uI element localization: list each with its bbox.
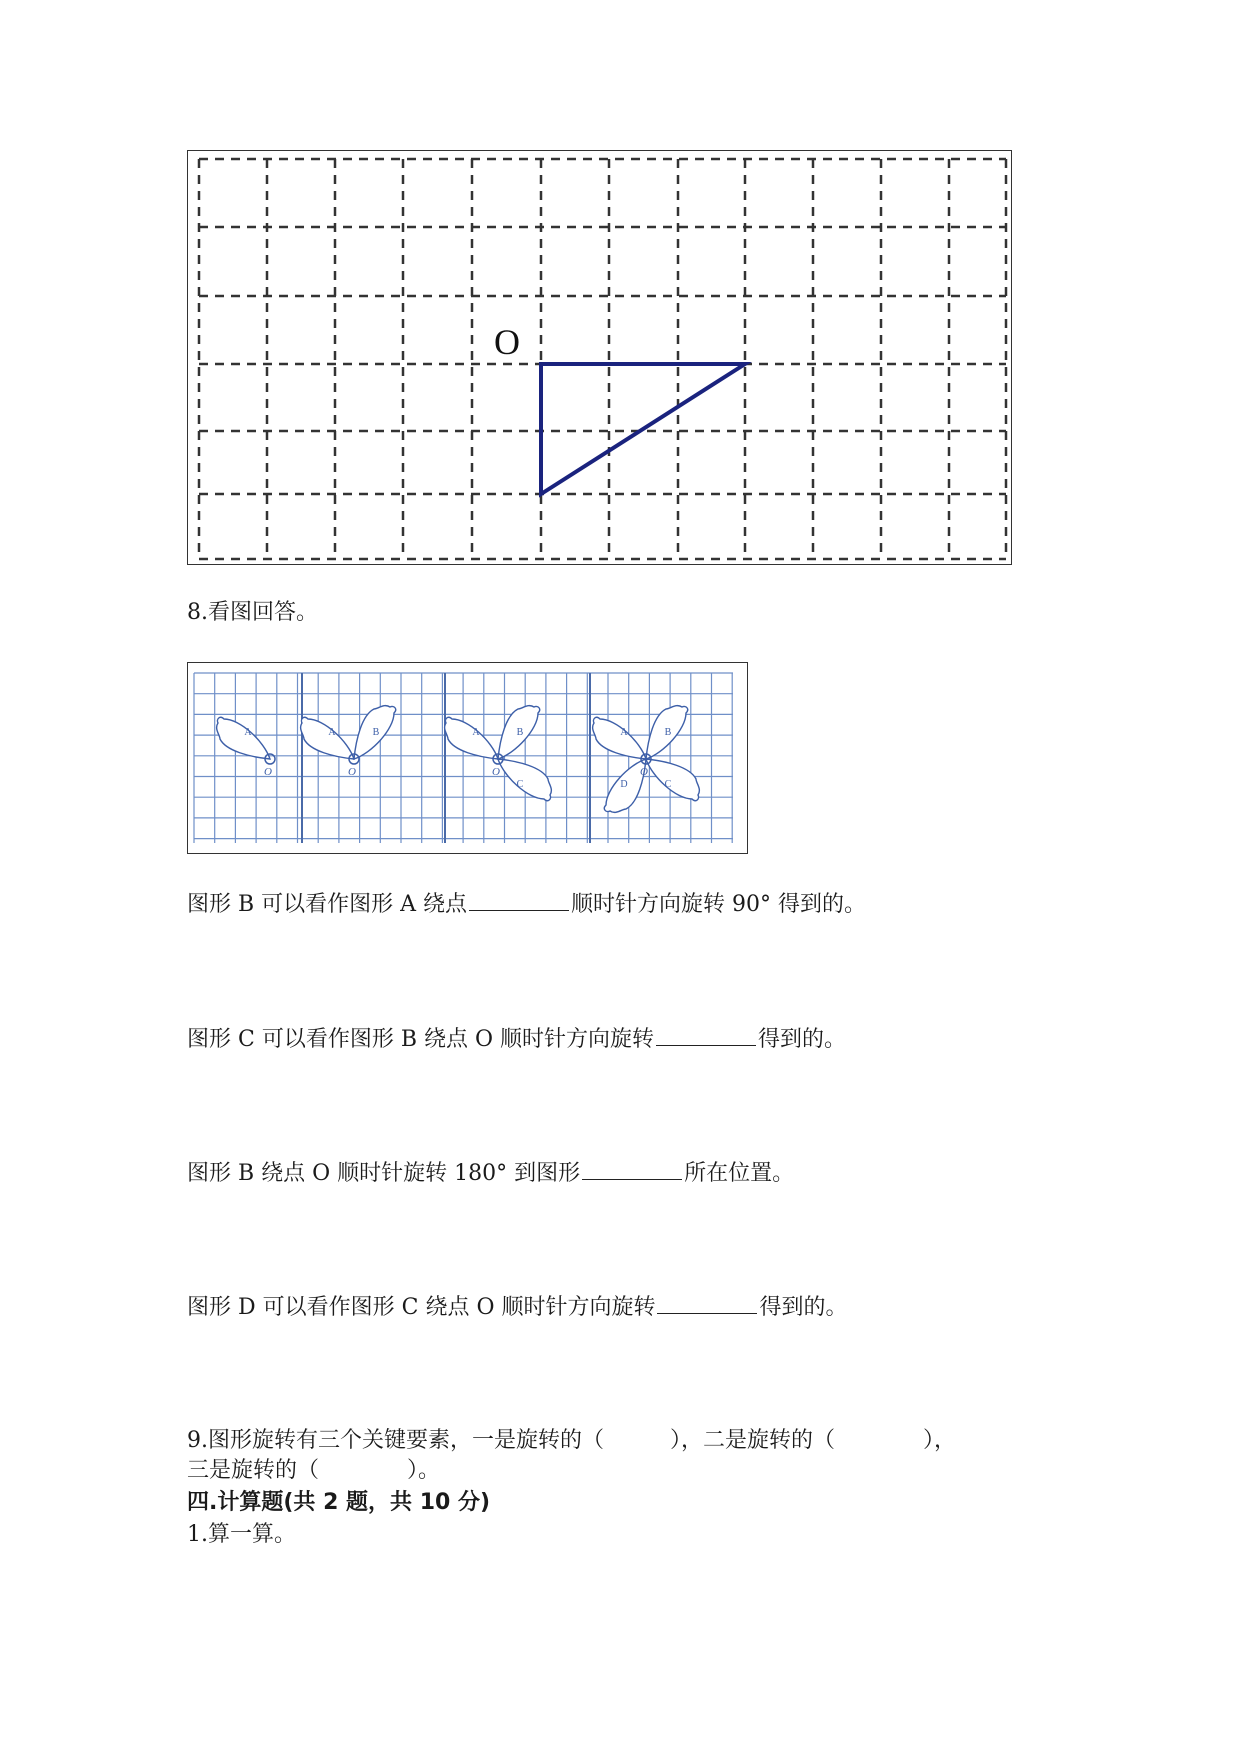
dashed-grid	[199, 159, 1006, 559]
q8-sub2-text-before: 图形 C 可以看作图形 B 绕点 O 顺时针方向旋转	[187, 1027, 654, 1052]
petal-shape	[301, 717, 354, 759]
petal-label: C	[664, 779, 672, 790]
q8-sub2-text-after: 得到的。	[758, 1027, 847, 1052]
petal-shape	[217, 717, 270, 759]
point-o-label: O	[494, 322, 520, 362]
q8-sub1-text-before: 图形 B 可以看作图形 A 绕点	[187, 892, 468, 917]
q8-sub1	[187, 888, 866, 920]
answer-blank-4[interactable]	[657, 1291, 757, 1314]
answer-blank-2[interactable]	[656, 1023, 756, 1046]
petal-label: A	[472, 727, 480, 738]
petal-label: C	[516, 779, 524, 790]
q8-sub4	[187, 1291, 847, 1323]
petal-group-1	[217, 717, 275, 778]
petal-shape	[445, 717, 498, 759]
petal-label: B	[664, 727, 672, 738]
q9-line2: 三是旋转的（ ）。	[187, 1458, 441, 1483]
petal-label: B	[516, 727, 524, 738]
answer-blank-1[interactable]	[469, 888, 569, 911]
q9-line1: 9.图形旋转有三个关键要素，一是旋转的（ ），二是旋转的（ ），	[187, 1428, 956, 1453]
q8-sub3-text-before: 图形 B 绕点 O 顺时针旋转 180° 到图形	[187, 1161, 581, 1186]
petal-group-4	[593, 706, 700, 813]
q8-title: 8.看图回答。	[187, 600, 318, 625]
triangle	[541, 364, 745, 494]
section4-q1: 1.算一算。	[187, 1522, 296, 1547]
petal-label: D	[620, 779, 628, 790]
center-o-label: O	[640, 766, 648, 778]
petal-group-3	[445, 706, 552, 801]
grid-triangle-svg	[188, 151, 1013, 566]
q8-sub4-text-before: 图形 D 可以看作图形 C 绕点 O 顺时针方向旋转	[187, 1295, 656, 1320]
answer-blank-3[interactable]	[582, 1157, 682, 1180]
petal-label: A	[620, 727, 628, 738]
q8-sub4-text-after: 得到的。	[759, 1295, 848, 1320]
center-o-label: O	[492, 766, 500, 778]
grid-triangle-figure	[187, 150, 1012, 565]
petal-groups	[217, 706, 700, 813]
petal-rotation-svg	[188, 663, 749, 855]
petal-label: A	[244, 727, 252, 738]
section-heading: 四.计算题(共 2 题，共 10 分)	[187, 1490, 491, 1515]
petal-group-2	[301, 706, 396, 778]
q8-sub1-text-after: 顺时针方向旋转 90° 得到的。	[571, 892, 867, 917]
petal-label: B	[372, 727, 380, 738]
center-o-label: O	[348, 766, 356, 778]
q8-sub2	[187, 1023, 846, 1055]
q8-sub3	[187, 1157, 794, 1189]
petal-shape	[593, 717, 646, 759]
center-o-label: O	[264, 766, 272, 778]
petal-rotation-figure	[187, 662, 748, 854]
q8-sub3-text-after: 所在位置。	[684, 1161, 795, 1186]
petal-label: A	[328, 727, 336, 738]
